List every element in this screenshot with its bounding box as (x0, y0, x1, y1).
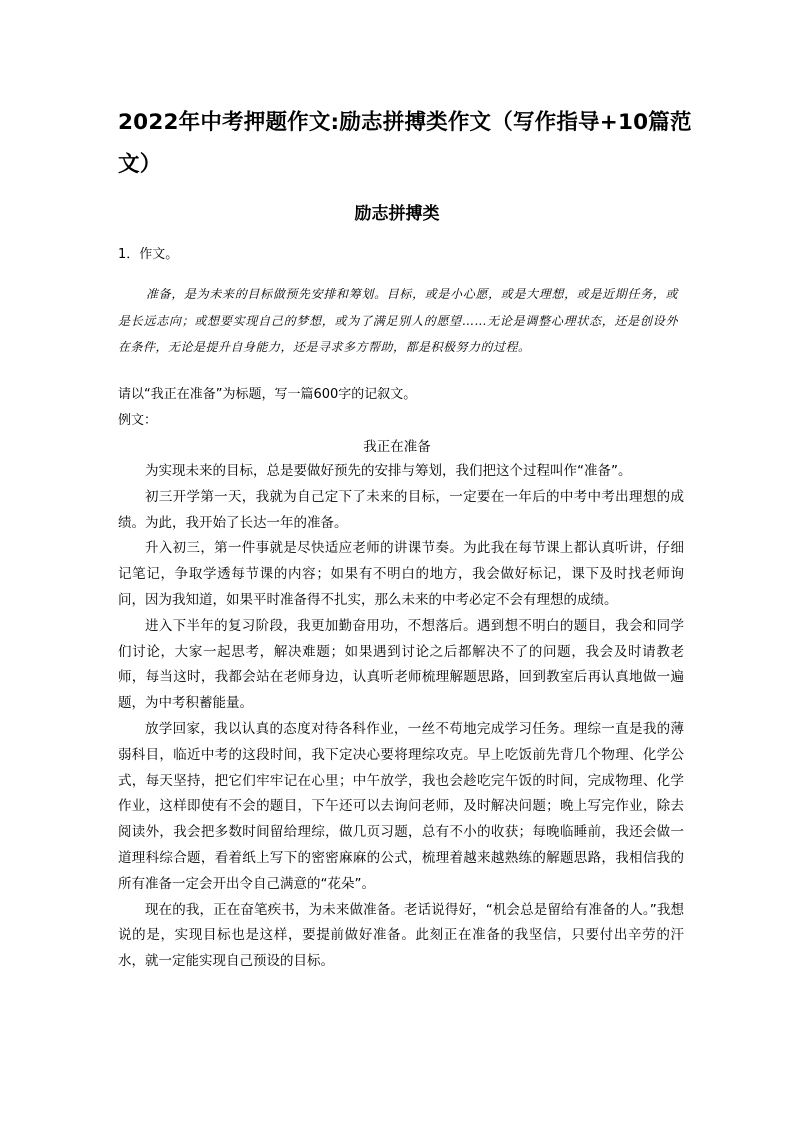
prompt-text: 准备，是为未来的目标做预先安排和筹划。目标，或是小心愿，或是大理想，或是近期任务，或是长远志向；或想要实现自己的梦想，或为了满足别人的愿望……无论是调整心理状态，还是创设外在条件，无论是提升自身能力，还是寻求多方帮助，都是积极努力的过程。 (118, 287, 678, 354)
essay-paragraph: 升入初三，第一件事就是尽快适应老师的讲课节奏。为此我在每节课上都认真听讲，仔细记笔记，争取学透每节课的内容；如果有不明白的地方，我会做好标记，课下及时找老师询问，因为我知道，如果平时准备得不扎实，那么未来的中考必定不会有理想的成绩。 (118, 540, 684, 608)
writing-instruction: 请以“我正在准备”为标题，写一篇600字的记叙文。 (118, 387, 417, 402)
essay-paragraph: 初三开学第一天，我就为自己定下了未来的目标，一定要在一年后的中考中考出理想的成绩。为此，我开始了长达一年的准备。 (118, 488, 684, 531)
section-title: 励志拼搏类 (354, 204, 440, 224)
essay-title: 我正在准备 (363, 439, 431, 455)
essay-paragraph: 进入下半年的复习阶段，我更加勤奋用功，不想落后。遇到想不明白的题目，我会和同学们讨论，大家一起思考，解决难题；如果遇到讨论之后都解决不了的问题，我会及时请教老师，每当这时，我都会站在老师身边，认真听老师梳理解题思路，回到教室后再认真地做一遍题，为中考积蓄能量。 (118, 617, 684, 712)
question-label: 1．作文。 (118, 247, 179, 262)
essay-paragraph: 为实现未来的目标，总是要做好预先的安排与筹划，我们把这个过程叫作“准备”。 (145, 463, 632, 479)
essay-body (118, 459, 684, 975)
essay-paragraph: 放学回家，我以认真的态度对待各科作业，一丝不苟地完成学习任务。理综一直是我的薄弱科目，临近中考的这段时间，我下定决心要将理综攻克。早上吃饭前先背几个物理、化学公式，每天坚持，把它们牢牢记在心里；中午放学，我也会趁吃完午饭的时间，完成物理、化学作业，这样即使有不会的题目，下午还可以去询问老师，及时解决问题；晚上写完作业，除去阅读外，我会把多数时间留给理综，做几页习题，总有不小的收获；每晚临睡前，我还会做一道理科综合题，看着纸上写下的密密麻麻的公式，梳理着越来越熟练的解题思路，我相信我的所有准备一定会开出令自己满意的“花朵”。 (118, 720, 684, 892)
essay-paragraph: 现在的我，正在奋笔疾书，为未来做准备。老话说得好，“机会总是留给有准备的人。”我想说的是，实现目标也是这样，要提前做好准备。此刻正在准备的我坚信，只要付出辛劳的汗水，就一定能实现自己预设的目标。 (118, 901, 684, 970)
document-title: 2022年中考押题作文:励志拼搏类作文（写作指导+10篇范文） (118, 110, 692, 177)
example-label: 例文： (118, 413, 158, 428)
